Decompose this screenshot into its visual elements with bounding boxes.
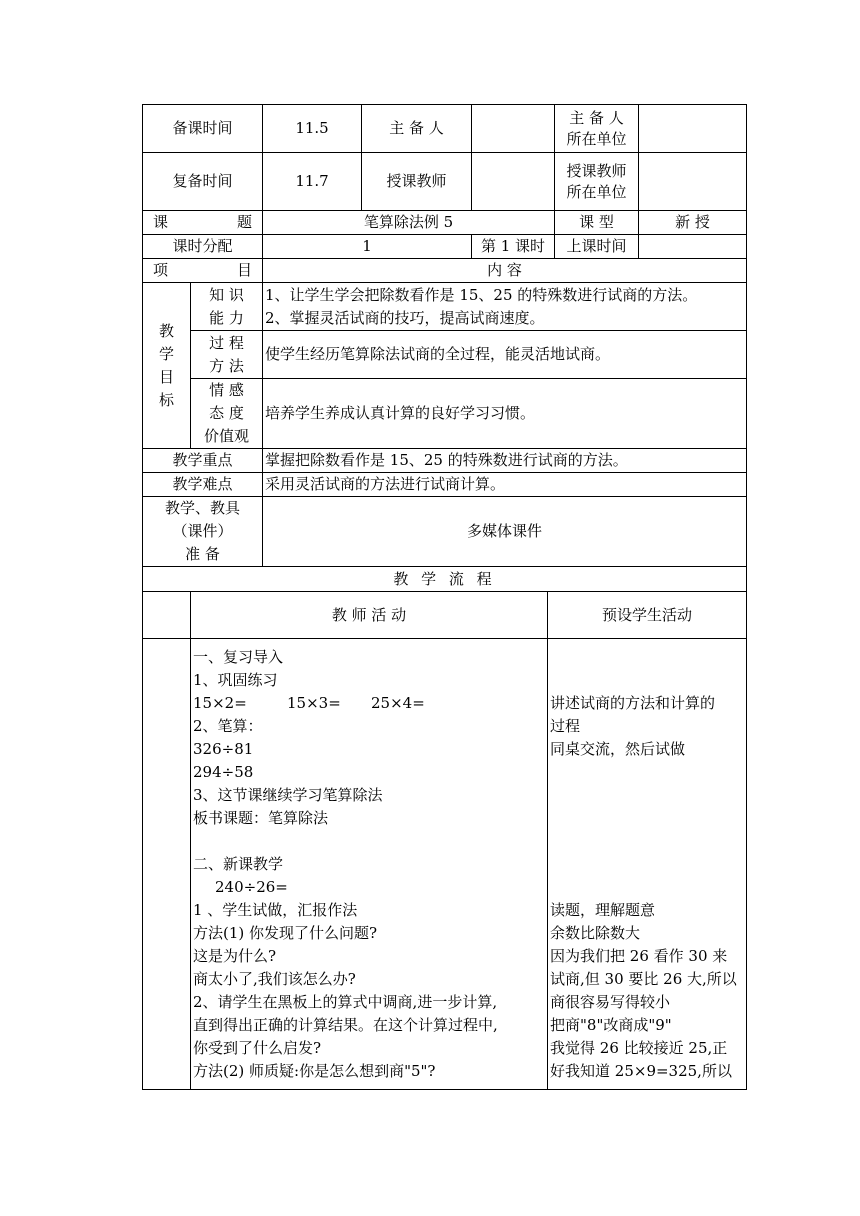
teacher-unit-label-line2: 所在单位 xyxy=(566,182,627,201)
student-blank-line xyxy=(550,646,744,669)
aids-label-line2: （课件） xyxy=(172,522,233,540)
emotion-label-line3: 价值观 xyxy=(204,427,250,445)
main-preparer-value xyxy=(472,105,555,153)
objectives-char-2: 学 xyxy=(158,344,174,363)
knowledge-label-line2: 能 力 xyxy=(209,308,244,327)
teaching-flow-title: 教 学 流 程 xyxy=(143,567,747,592)
aids-label-line3: 准 备 xyxy=(185,545,220,563)
knowledge-line-2: 2、掌握灵活试商的技巧，提高试商速度。 xyxy=(265,308,545,327)
student-line: 我觉得 26 比较接近 25,正 xyxy=(550,1038,728,1057)
period-value: 1 xyxy=(263,235,472,259)
flow-blank-cell xyxy=(143,592,191,639)
student-blank-line xyxy=(550,876,744,899)
aids-text: 多媒体课件 xyxy=(263,497,747,567)
process-label xyxy=(191,331,263,379)
teacher-label: 授课教师 xyxy=(362,153,472,211)
topic-value: 笔算除法例 5 xyxy=(263,211,555,235)
process-text: 使学生经历笔算除法试商的全过程，能灵活地试商。 xyxy=(263,331,747,379)
teacher-line: 直到得出正确的计算结果。在这个计算过程中, xyxy=(193,1015,498,1034)
student-line: 过程 xyxy=(550,716,581,735)
student-line: 好我知道 25×9=325,所以 xyxy=(550,1061,732,1080)
student-line: 商很容易写得较小 xyxy=(550,992,671,1011)
focus-label: 教学重点 xyxy=(143,449,263,473)
knowledge-label xyxy=(191,283,263,331)
process-label-line2: 方 法 xyxy=(209,356,244,375)
student-blank-line xyxy=(550,853,744,876)
teacher-line: 你受到了什么启发? xyxy=(193,1038,322,1057)
student-activity-header: 预设学生活动 xyxy=(548,592,747,639)
class-time-value xyxy=(639,235,747,259)
student-line: 同桌交流，然后试做 xyxy=(550,739,686,758)
calc-item: 15×3= xyxy=(287,693,341,712)
review-time-value: 11.7 xyxy=(263,153,362,211)
topic-label-b: 题 xyxy=(237,213,253,231)
calc-item: 15×2= xyxy=(193,693,247,712)
class-time-label: 上课时间 xyxy=(555,235,639,259)
student-blank-line xyxy=(550,807,744,830)
process-label-line1: 过 程 xyxy=(209,333,244,352)
student-blank-line xyxy=(550,784,744,807)
student-blank-line xyxy=(550,830,744,853)
difficulty-label: 教学难点 xyxy=(143,473,263,497)
item-label xyxy=(143,259,263,283)
practice-calculations xyxy=(193,692,545,715)
item-label-a: 项 xyxy=(153,261,169,279)
topic-label-a: 课 xyxy=(153,213,169,231)
teacher-line: 1 、学生试做，汇报作法 xyxy=(193,900,358,919)
teacher-line: 1、巩固练习 xyxy=(193,670,278,689)
teacher-line: 2、笔算： xyxy=(193,716,263,735)
student-line: 读题，理解题意 xyxy=(550,900,656,919)
knowledge-line-1: 1、让学生学会把除数看作是 15、25 的特殊数进行试商的方法。 xyxy=(265,285,698,304)
teacher-line: 326÷81 xyxy=(193,739,254,758)
teacher-line: 240÷26= xyxy=(215,877,288,896)
type-label: 课 型 xyxy=(555,211,639,235)
period-number: 第 1 课时 xyxy=(472,235,555,259)
emotion-label xyxy=(191,379,263,449)
prep-time-value: 11.5 xyxy=(263,105,362,153)
teacher-line: 方法(1) 你发现了什么问题? xyxy=(193,923,378,942)
teacher-line: 方法(2) 师质疑:你是怎么想到商"5"? xyxy=(193,1061,436,1080)
knowledge-text xyxy=(263,283,747,331)
student-line: 试商,但 30 要比 26 大,所以 xyxy=(550,969,737,988)
teacher-line: 板书课题：笔算除法 xyxy=(193,808,329,827)
calc-item: 25×4= xyxy=(371,693,425,712)
flow-body-blank xyxy=(143,639,191,1090)
teacher-unit-value xyxy=(639,153,747,211)
teacher-line: 商太小了,我们该怎么办? xyxy=(193,969,356,988)
student-line: 讲述试商的方法和计算的 xyxy=(550,693,716,712)
teacher-unit-label xyxy=(555,153,639,211)
review-time-label: 复备时间 xyxy=(143,153,263,211)
knowledge-label-line1: 知 识 xyxy=(209,285,244,304)
emotion-text: 培养学生养成认真计算的良好学习习惯。 xyxy=(263,379,747,449)
type-value: 新 授 xyxy=(639,211,747,235)
emotion-label-line2: 态 度 xyxy=(209,404,244,422)
teacher-activity-header: 教 师 活 动 xyxy=(191,592,548,639)
teacher-line: 二、新课教学 xyxy=(193,854,284,873)
objectives-group-label xyxy=(143,283,191,449)
focus-text: 掌握把除数看作是 15、25 的特殊数进行试商的方法。 xyxy=(263,449,747,473)
teacher-unit-label-line1: 授课教师 xyxy=(566,161,627,180)
student-line: 余数比除数大 xyxy=(550,923,641,942)
main-unit-label-line1: 主 备 人 xyxy=(569,108,624,127)
teacher-activity-content xyxy=(191,639,548,1090)
content-label: 内 容 xyxy=(263,259,747,283)
teacher-value xyxy=(472,153,555,211)
aids-label-line1: 教学、教具 xyxy=(165,499,241,517)
prep-time-label: 备课时间 xyxy=(143,105,263,153)
main-unit-label xyxy=(555,105,639,153)
main-unit-value xyxy=(639,105,747,153)
teacher-line: 3、这节课继续学习笔算除法 xyxy=(193,785,383,804)
student-blank-line xyxy=(550,669,744,692)
objectives-char-4: 标 xyxy=(158,390,174,409)
student-line: 因为我们把 26 看作 30 来 xyxy=(550,946,728,965)
teacher-line: 294÷58 xyxy=(193,762,254,781)
item-label-b: 目 xyxy=(237,261,253,279)
topic-label xyxy=(143,211,263,235)
emotion-label-line1: 情 感 xyxy=(209,381,244,399)
lesson-plan-table xyxy=(142,104,747,1090)
objectives-char-3: 目 xyxy=(158,367,174,386)
difficulty-text: 采用灵活试商的方法进行试商计算。 xyxy=(263,473,747,497)
aids-label xyxy=(143,497,263,567)
objectives-char-1: 教 xyxy=(158,321,174,340)
teacher-blank-line xyxy=(193,830,545,853)
teacher-line: 一、复习导入 xyxy=(193,647,284,666)
period-label: 课时分配 xyxy=(143,235,263,259)
teacher-line: 这是为什么? xyxy=(193,946,277,965)
student-blank-line xyxy=(550,761,744,784)
teacher-line: 2、请学生在黑板上的算式中调商,进一步计算, xyxy=(193,992,498,1011)
main-preparer-label: 主 备 人 xyxy=(362,105,472,153)
student-activity-content xyxy=(548,639,747,1090)
student-line: 把商"8"改商成"9" xyxy=(550,1015,672,1034)
main-unit-label-line2: 所在单位 xyxy=(566,129,627,148)
